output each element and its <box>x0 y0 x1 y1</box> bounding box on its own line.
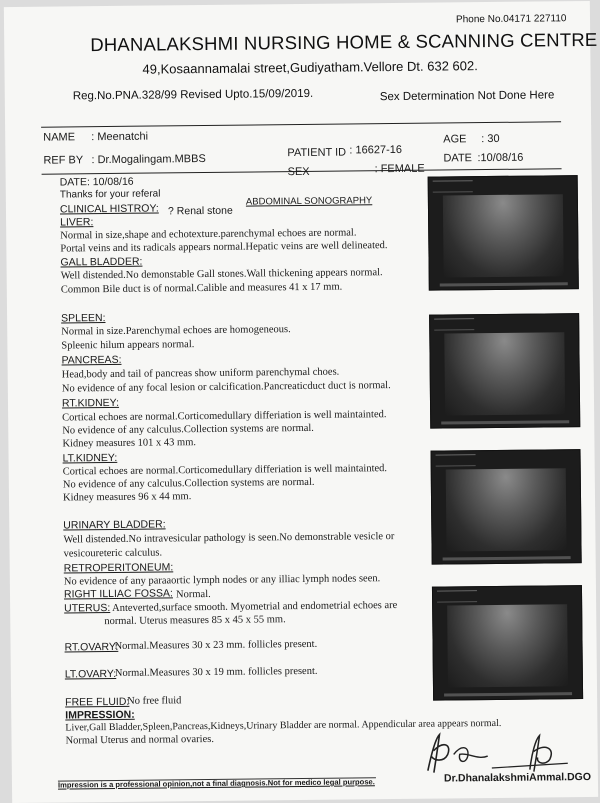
uterus-line-1: Anteverted,surface smooth. Myometrial and endometrial echoes are <box>112 600 398 614</box>
retroperitoneum-line-1: No evidence of any paraaortic lymph nodes or any illiac lymph nodes seen. <box>63 573 381 588</box>
date-label: DATE <box>443 152 473 165</box>
left-kidney-label: LT.KIDNEY: <box>62 451 118 465</box>
retroperitoneum-label: RETROPERITONEUM: <box>63 561 174 575</box>
gall-bladder-label: GALL BLADDER: <box>60 255 143 269</box>
sex-determination-note: Sex Determination Not Done Here <box>379 89 555 104</box>
liver-label: LIVER: <box>60 216 94 229</box>
uterus-label: UTERUS: <box>64 602 111 615</box>
ref-label: REF BY <box>43 154 84 167</box>
urinary-bladder-line-1: Well distended.No intravesicular pathology is seen.No demonstrable vesicle or <box>63 531 395 546</box>
doctor-name: Dr.DhanalakshmiAmmal.DGO <box>443 770 592 785</box>
thanks-line: Thanks for your referal <box>59 188 161 201</box>
ultrasound-image-3 <box>431 449 582 565</box>
date-value: :10/08/16 <box>477 151 524 165</box>
right-ovary-value: Normal.Measures 30 x 23 mm. follicles present. <box>114 638 318 652</box>
urinary-bladder-line-2: vesicoureteric calculus. <box>63 547 163 560</box>
left-kidney-line-2: No evidence of any calculus.Collection systems are normal. <box>62 476 315 491</box>
liver-line-2: Portal veins and its radicals appears normal.Hepatic veins are well delineated. <box>60 240 388 255</box>
spleen-label: SPLEEN: <box>61 312 106 325</box>
patient-id-value: : 16627-16 <box>349 143 403 157</box>
right-illiac-fossa-label: RIGHT ILLIAC FOSSA: <box>63 587 173 601</box>
patient-id-label: PATIENT ID <box>287 146 347 160</box>
age-label: AGE <box>443 133 467 146</box>
spleen-line-2: Spleenic hilum appears normal. <box>61 339 195 352</box>
registration-number: Reg.No.PNA.328/99 Revised Upto.15/09/2019. <box>72 87 314 103</box>
uterus-line-2: normal. Uterus measures 85 x 45 x 55 mm. <box>104 614 286 628</box>
right-kidney-line-1: Cortical echoes are normal.Corticomedullary differiation is well maintainted. <box>62 409 387 424</box>
clinic-title: DHANALAKSHMI NURSING HOME & SCANNING CENTRE <box>90 28 598 56</box>
ultrasound-image-2 <box>429 313 580 429</box>
clinical-history-label: CLINICAL HISTROY: <box>59 202 159 216</box>
age-value: : 30 <box>481 132 500 146</box>
clinical-history-value: ? Renal stone <box>167 204 233 218</box>
spleen-line-1: Normal in size.Parenchymal echoes are homogeneous. <box>61 324 291 338</box>
gall-bladder-line-1: Well distended.No demonstable Gall stones.Wall thickening appears normal. <box>60 267 383 282</box>
free-fluid-value: No free fluid <box>127 695 182 707</box>
free-fluid-label: FREE FLUID: <box>65 695 130 709</box>
sex-value: : FEMALE <box>374 162 425 176</box>
name-label: NAME <box>43 131 76 144</box>
left-ovary-value: Normal.Measures 30 x 19 mm. follicles present. <box>114 665 318 679</box>
pancreas-line-1: Head,body and tail of pancreas show uniform parenchymal choes. <box>61 366 340 381</box>
pancreas-line-2: No evidence of any focal lesion or calcification.Pancreaticduct duct is normal. <box>61 380 391 395</box>
name-value: : Meenatchi <box>91 130 149 144</box>
phone-number: Phone No.04171 227110 <box>455 13 567 26</box>
sex-label: SEX <box>287 165 310 179</box>
ultrasound-image-4 <box>432 585 583 701</box>
impression-label: IMPRESSION: <box>65 708 135 722</box>
impression-line-2: Normal Uterus and normal ovaries. <box>65 733 215 747</box>
pancreas-label: PANCREAS: <box>61 353 122 367</box>
right-kidney-label: RT.KIDNEY: <box>61 396 120 410</box>
report-page <box>4 1 598 803</box>
gall-bladder-line-2: Common Bile duct is of normal.Calible and measures 41 x 17 mm. <box>60 281 343 296</box>
right-ovary-label: RT.OVARY: <box>64 640 119 654</box>
report-heading: ABDOMINAL SONOGRAPHY <box>245 195 373 208</box>
urinary-bladder-label: URINARY BLADDER: <box>63 518 166 532</box>
left-ovary-label: LT.OVARY: <box>64 667 117 681</box>
ref-value: : Dr.Mogalingam.MBBS <box>91 152 206 167</box>
ultrasound-image-1 <box>428 175 579 291</box>
disclaimer: Impression is a professional opinion,not a final diagnosis.Not for medico legal purpose. <box>57 777 375 790</box>
right-kidney-line-3: Kidney measures 101 x 43 mm. <box>62 437 197 450</box>
clinic-address: 49,Kosaannamalai street,Gudiyatham.Vellore Dt. 632 602. <box>142 58 478 77</box>
report-date: DATE: 10/08/16 <box>59 175 134 189</box>
left-kidney-line-3: Kidney measures 96 x 44 mm. <box>62 491 192 504</box>
left-kidney-line-1: Cortical echoes are normal.Corticomedullary differiation is well maintainted. <box>62 463 388 478</box>
patient-info-box <box>41 121 561 179</box>
right-kidney-line-2: No evidence of any calculus.Collection systems are normal. <box>62 422 314 437</box>
impression-line-1: Liver,Gall Bladder,Spleen,Pancreas,Kidneys,Urinary Bladder are normal. Appendicular area appears normal. <box>65 717 502 734</box>
liver-line-1: Normal in size,shape and echotexture.parenchymal echoes are normal. <box>60 227 357 242</box>
right-illiac-fossa-value: Normal. <box>175 588 211 601</box>
